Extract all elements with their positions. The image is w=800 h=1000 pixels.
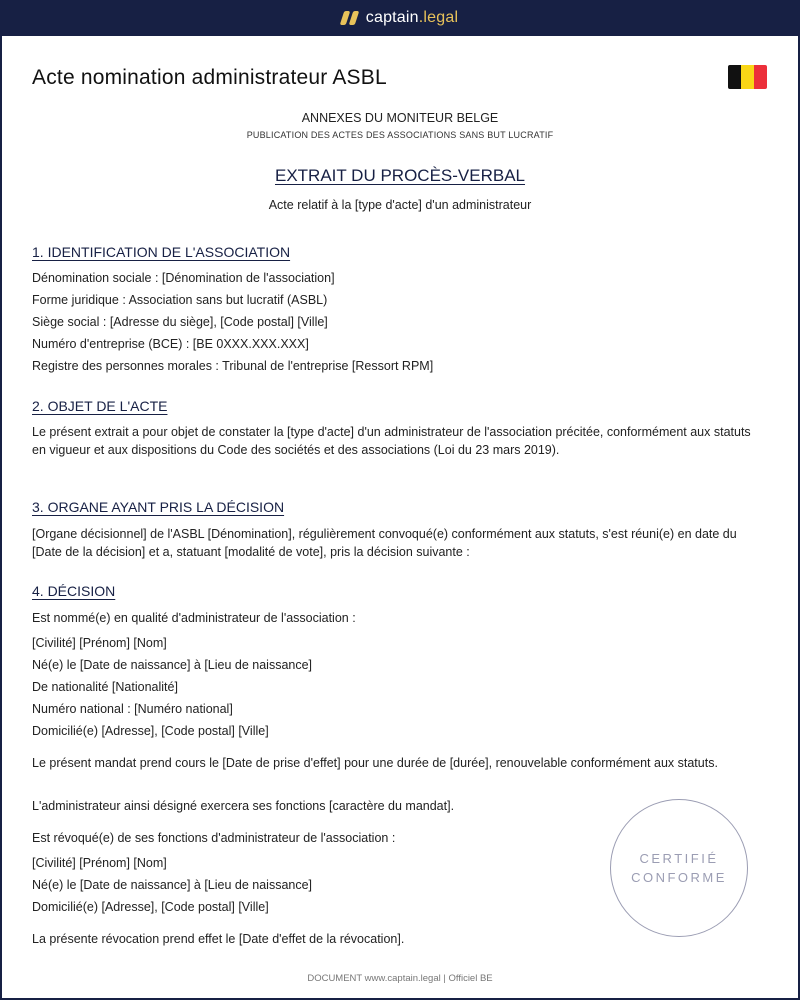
stamp-line1: CERTIFIÉ [639,851,719,866]
document-title: Acte nomination administrateur ASBL [32,66,387,89]
brand-logo[interactable] [342,9,458,27]
section2-text: Le présent extrait a pour objet de constater la [type d'acte] d'un administrateur de l'association précitée, conformément aux statuts en vigueur et aux dispositions du Code des sociétés et des associations (Loi du 23 mars 2019). [32,425,751,457]
section1-line: Siège social : [Adresse du siège], [Code postal] [Ville] [32,315,328,329]
stamp-line2: CONFORME [631,870,727,885]
nomination-intro: Est nommé(e) en qualité d'administrateur de l'association : [32,611,356,625]
revocation-line: [Civilité] [Prénom] [Nom] [32,856,167,870]
mandate-text: Le présent mandat prend cours le [Date de prise d'effet] pour une durée de [durée], renouvelable conformément aux statuts. [32,756,718,770]
nomination-line: [Civilité] [Prénom] [Nom] [32,636,167,650]
section1-line: Dénomination sociale : [Dénomination de l'association] [32,271,335,285]
extract-title: EXTRAIT DU PROCÈS-VERBAL [274,166,526,185]
section4-heading: 4. DÉCISION [32,583,116,599]
section1-line: Numéro d'entreprise (BCE) : [BE 0XXX.XXX.XXX] [32,337,309,351]
revocation-line: Né(e) le [Date de naissance] à [Lieu de naissance] [32,878,313,892]
revocation-line: Domicilié(e) [Adresse], [Code postal] [Ville] [32,900,269,914]
brand-name-part1: captain [365,9,419,26]
nomination-line: Né(e) le [Date de naissance] à [Lieu de naissance] [32,658,313,672]
nomination-line: De nationalité [Nationalité] [32,680,178,694]
captain-legal-logo-icon [342,11,357,25]
act-description: Acte relatif à la [type d'acte] d'un administrateur [268,198,532,212]
certified-stamp [610,799,748,937]
section3-text: [Organe décisionnel] de l'ASBL [Dénomination], régulièrement convoqué(e) conformément aux statuts, s'est réuni(e) en date du [Date de la décision] et a, statuant [modalité de vote], pris la décision suivante : [32,527,737,559]
section3-heading: 3. ORGANE AYANT PRIS LA DÉCISION [32,499,285,515]
document-page [2,36,798,998]
document-footer: DOCUMENT www.captain.legal | Officiel BE [307,973,493,984]
publication-subtitle: PUBLICATION DES ACTES DES ASSOCIATIONS SANS BUT LUCRATIF [246,130,554,140]
nomination-line: Domicilié(e) [Adresse], [Code postal] [Ville] [32,724,269,738]
annex-title: ANNEXES DU MONITEUR BELGE [301,111,499,125]
belgian-flag-icon [728,65,767,89]
revocation-effect: La présente révocation prend effet le [Date d'effet de la révocation]. [32,932,405,946]
section1-line: Forme juridique : Association sans but lucratif (ASBL) [32,293,328,307]
section1-line: Registre des personnes morales : Tribunal de l'entreprise [Ressort RPM] [32,359,434,373]
section2-heading: 2. OBJET DE L'ACTE [32,398,168,414]
brand-name-part2: .legal [418,9,459,26]
nomination-line: Numéro national : [Numéro national] [32,702,233,716]
top-bar [0,0,800,36]
revocation-intro: Est révoqué(e) de ses fonctions d'administrateur de l'association : [32,831,396,845]
section1-heading: 1. IDENTIFICATION DE L'ASSOCIATION [32,244,291,260]
functions-text: L'administrateur ainsi désigné exercera ses fonctions [caractère du mandat]. [32,799,455,813]
